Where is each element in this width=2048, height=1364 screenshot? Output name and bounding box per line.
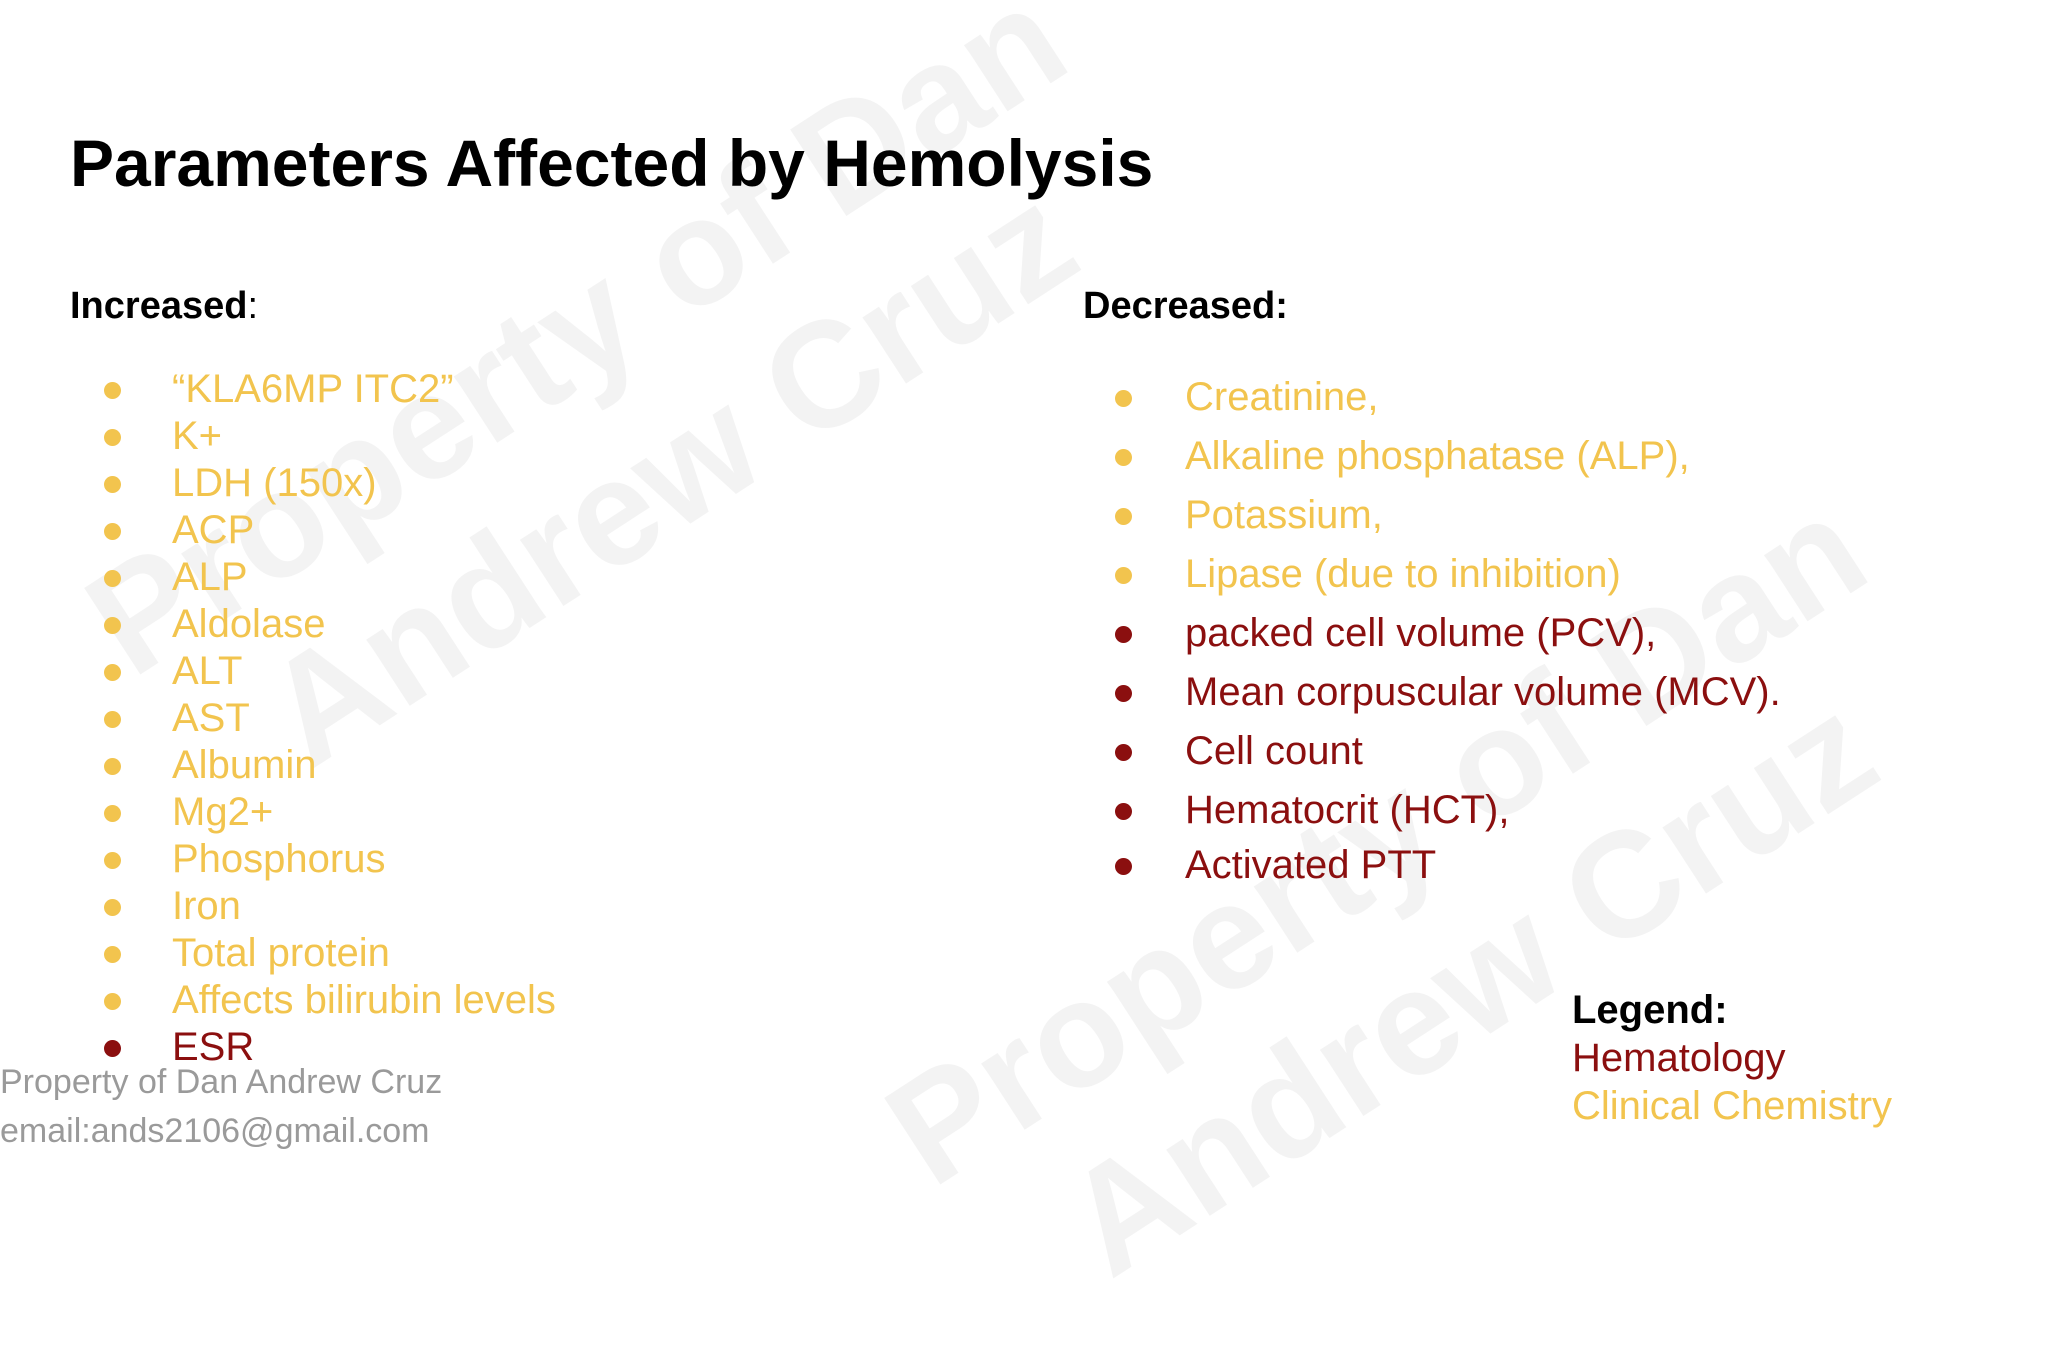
increased-item <box>104 413 556 460</box>
increased-item-label: ESR <box>172 1025 255 1069</box>
decreased-item-label: Mean corpuscular volume (MCV). <box>1185 670 1781 714</box>
increased-item-label: ALP <box>172 555 248 599</box>
decreased-item <box>1115 607 1781 666</box>
increased-item-label: Total protein <box>172 931 390 975</box>
decreased-item-label: packed cell volume (PCV), <box>1185 611 1657 655</box>
bullet-icon <box>1115 858 1132 875</box>
decreased-item <box>1115 371 1781 430</box>
legend-clinical-chemistry: Clinical Chemistry <box>1572 1084 1893 1128</box>
increased-list <box>104 366 556 1071</box>
legend <box>1572 986 1892 1130</box>
decreased-item <box>1115 784 1781 839</box>
ownership-footer <box>0 1058 442 1156</box>
increased-item <box>104 366 556 413</box>
bullet-icon <box>104 899 121 916</box>
legend-title: Legend: <box>1572 988 1728 1032</box>
increased-heading-colon: : <box>247 285 259 327</box>
slide-title: Parameters Affected by Hemolysis <box>70 126 1154 200</box>
bullet-icon <box>104 570 121 587</box>
bullet-icon <box>1115 567 1132 584</box>
decreased-item-label: Cell count <box>1185 729 1363 773</box>
increased-item-label: AST <box>172 696 250 740</box>
increased-item-label: Affects bilirubin levels <box>172 978 556 1022</box>
increased-item-label: “KLA6MP ITC2” <box>172 367 454 411</box>
increased-item <box>104 930 556 977</box>
increased-item <box>104 977 556 1024</box>
decreased-item <box>1115 666 1781 725</box>
bullet-icon <box>1115 744 1132 761</box>
increased-item <box>104 554 556 601</box>
increased-item-label: ACP <box>172 508 255 552</box>
bullet-icon <box>104 523 121 540</box>
decreased-item-label: Lipase (due to inhibition) <box>1185 552 1621 596</box>
increased-item-label: Albumin <box>172 743 317 787</box>
bullet-icon <box>1115 803 1132 820</box>
increased-item <box>104 507 556 554</box>
legend-hematology: Hematology <box>1572 1036 1786 1080</box>
footer-email: email:ands2106@gmail.com <box>0 1112 430 1150</box>
increased-item <box>104 789 556 836</box>
bullet-icon <box>104 711 121 728</box>
increased-item <box>104 883 556 930</box>
bullet-icon <box>1115 508 1132 525</box>
increased-item-label: LDH (150x) <box>172 461 377 505</box>
decreased-item-label: Potassium, <box>1185 493 1383 537</box>
decreased-item <box>1115 430 1781 489</box>
increased-item-label: Mg2+ <box>172 790 274 834</box>
increased-item <box>104 836 556 883</box>
decreased-heading: Decreased: <box>1083 285 1288 327</box>
increased-item <box>104 742 556 789</box>
bullet-icon <box>104 758 121 775</box>
decreased-item <box>1115 839 1781 894</box>
decreased-list <box>1115 371 1781 894</box>
bullet-icon <box>104 946 121 963</box>
increased-heading-label: Increased <box>70 285 248 327</box>
decreased-item <box>1115 489 1781 548</box>
decreased-item-label: Alkaline phosphatase (ALP), <box>1185 434 1690 478</box>
decreased-item-label: Creatinine, <box>1185 375 1379 419</box>
bullet-icon <box>1115 449 1132 466</box>
bullet-icon <box>104 805 121 822</box>
bullet-icon <box>104 476 121 493</box>
bullet-icon <box>1115 626 1132 643</box>
bullet-icon <box>104 993 121 1010</box>
decreased-item-label: Activated PTT <box>1185 843 1437 887</box>
increased-item-label: K+ <box>172 414 223 458</box>
increased-item <box>104 601 556 648</box>
bullet-icon <box>104 1040 121 1057</box>
increased-item <box>104 460 556 507</box>
bullet-icon <box>104 617 121 634</box>
bullet-icon <box>104 664 121 681</box>
footer-owner: Property of Dan Andrew Cruz <box>0 1063 443 1101</box>
increased-item <box>104 648 556 695</box>
increased-item-label: ALT <box>172 649 243 693</box>
increased-item-label: Iron <box>172 884 241 928</box>
decreased-item-label: Hematocrit (HCT), <box>1185 788 1510 832</box>
decreased-item <box>1115 548 1781 607</box>
bullet-icon <box>104 429 121 446</box>
increased-item-label: Aldolase <box>172 602 326 646</box>
increased-heading <box>70 285 258 328</box>
bullet-icon <box>1115 390 1132 407</box>
bullet-icon <box>104 382 121 399</box>
bullet-icon <box>104 852 121 869</box>
decreased-item <box>1115 725 1781 784</box>
bullet-icon <box>1115 685 1132 702</box>
increased-item <box>104 695 556 742</box>
increased-item-label: Phosphorus <box>172 837 386 881</box>
